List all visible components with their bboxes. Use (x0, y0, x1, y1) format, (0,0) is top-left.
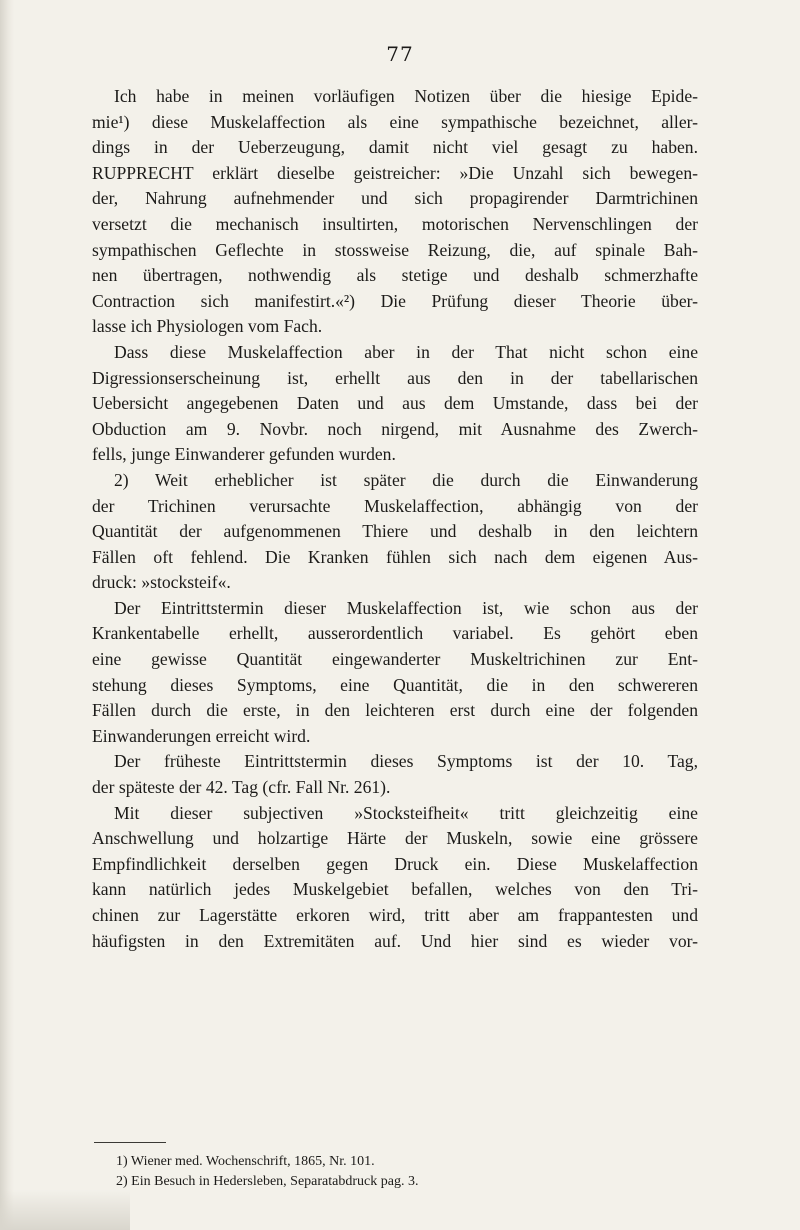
text-line: Digressionserscheinung ist, erhellt aus den in der tabellarischen (92, 367, 698, 388)
scan-edge-shadow (0, 0, 14, 1230)
text-line: stehung dieses Symptoms, eine Quantität, die in den schwereren (92, 674, 698, 695)
text-line: häufigsten in den Extremitäten auf. Und hier sind es wieder vor- (92, 930, 698, 951)
text-line: Einwanderungen erreicht wird. (92, 725, 311, 746)
text-line: Krankentabelle erhellt, ausserordentlich variabel. Es gehört eben (92, 623, 698, 644)
page-number: 77 (386, 42, 414, 66)
text-line: dings in der Ueberzeugung, damit nicht viel gesagt zu haben. (92, 137, 698, 158)
text-line: der Trichinen verursachte Muskelaffection, abhängig von der (92, 495, 698, 516)
text-line: Contraction sich manifestirt.«²) Die Prüfung dieser Theorie über- (92, 290, 698, 311)
body-text (92, 84, 698, 954)
scan-corner-shadow (0, 1190, 130, 1230)
footnote: 1) Wiener med. Wochenschrift, 1865, Nr. 101. (116, 1154, 375, 1169)
text-line: der, Nahrung aufnehmender und sich propagirender Darmtrichinen (92, 188, 698, 209)
text-line: lasse ich Physiologen vom Fach. (92, 316, 323, 337)
text-line: Fällen oft fehlend. Die Kranken fühlen sich nach dem eigenen Aus- (92, 546, 698, 567)
text-line: der späteste der 42. Tag (cfr. Fall Nr. 261). (92, 777, 391, 798)
text-line: RUPPRECHT erklärt dieselbe geistreicher: »Die Unzahl sich bewegen- (92, 162, 698, 183)
text-line: nen übertragen, nothwendig als stetige und deshalb schmerzhafte (92, 265, 698, 286)
text-line: chinen zur Lagerstätte erkoren wird, tritt aber am frappantesten und (92, 905, 698, 925)
text-line: Mit dieser subjectiven »Stocksteifheit« tritt gleichzeitig eine (114, 802, 698, 823)
text-line: kann natürlich jedes Muskelgebiet befallen, welches von den Tri- (92, 879, 698, 900)
text-line: 2) Weit erheblicher ist später die durch die Einwanderung (114, 469, 698, 490)
text-line: mie¹) diese Muskelaffection als eine sympathische bezeichnet, aller- (92, 111, 698, 132)
footnote-divider (94, 1142, 166, 1143)
footnotes (116, 1152, 696, 1192)
text-line: Empfindlichkeit derselben gegen Druck ein. Diese Muskelaffection (92, 853, 698, 874)
text-line: Dass diese Muskelaffection aber in der That nicht schon eine (114, 341, 698, 362)
text-line: versetzt die mechanisch insultirten, motorischen Nervenschlingen der (92, 213, 698, 234)
text-line: Ich habe in meinen vorläufigen Notizen über die hiesige Epide- (114, 86, 698, 106)
text-line: sympathischen Geflechte in stossweise Reizung, die, auf spinale Bah- (92, 239, 698, 260)
text-line: druck: »stocksteif«. (92, 572, 231, 593)
text-line: Der Eintrittstermin dieser Muskelaffection ist, wie schon aus der (114, 597, 698, 618)
text-line: fells, junge Einwanderer gefunden wurden. (92, 444, 396, 465)
text-line: eine gewisse Quantität eingewanderter Muskeltrichinen zur Ent- (92, 649, 698, 670)
text-line: Uebersicht angegebenen Daten und aus dem Umstande, dass bei der (92, 393, 698, 414)
text-line: Der früheste Eintrittstermin dieses Symptoms ist der 10. Tag, (114, 751, 698, 772)
text-line: Fällen durch die erste, in den leichteren erst durch eine der folgenden (92, 700, 698, 721)
footnote: 2) Ein Besuch in Hedersleben, Separatabdruck pag. 3. (116, 1174, 419, 1189)
text-line: Quantität der aufgenommenen Thiere und deshalb in den leichtern (92, 521, 698, 542)
text-line: Obduction am 9. Novbr. noch nirgend, mit Ausnahme des Zwerch- (92, 418, 698, 439)
text-line: Anschwellung und holzartige Härte der Muskeln, sowie eine grössere (92, 828, 698, 849)
